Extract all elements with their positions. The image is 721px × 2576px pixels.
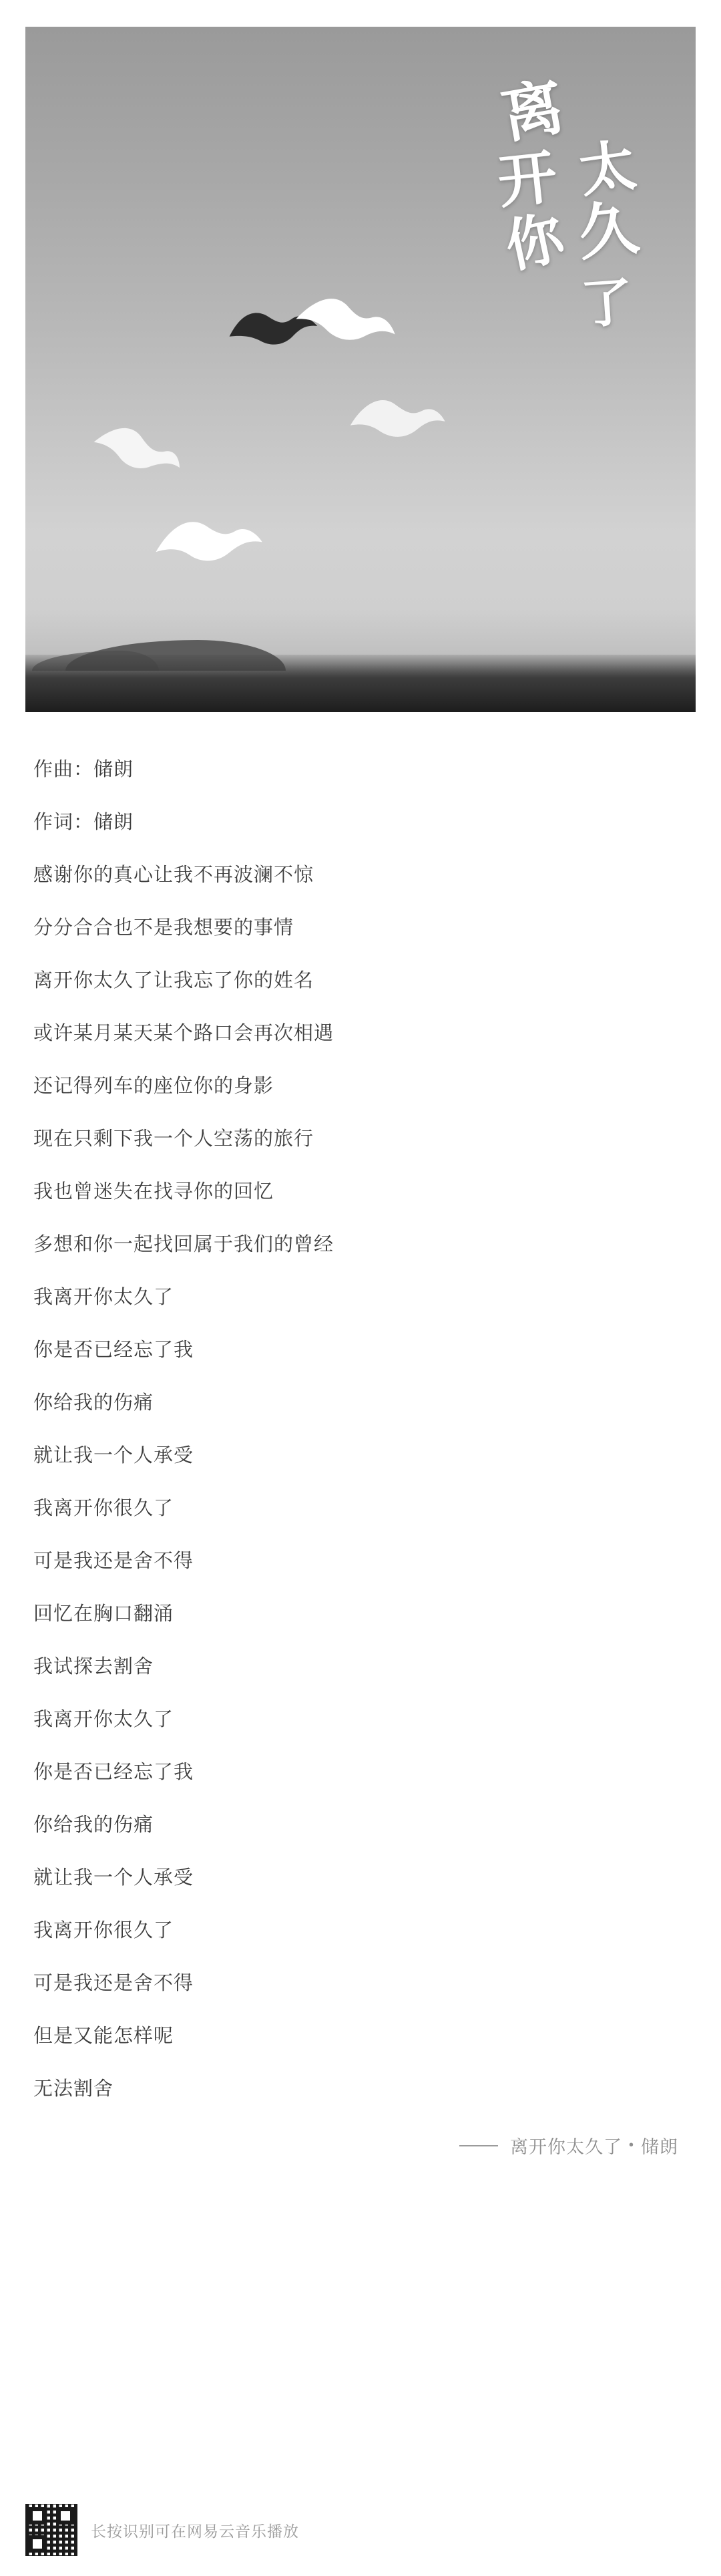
lyric-line: 我离开你太久了 [33,1709,174,1730]
lyric-line: 我离开你很久了 [33,1498,174,1519]
hero-title-char-1: 离 [496,69,569,152]
lyric-line: 回忆在胸口翻涌 [33,1603,174,1625]
signature-song: 离开你太久了 [509,2137,622,2157]
lyric-line: 多想和你一起找回属于我们的曾经 [33,1234,334,1255]
lyric-line: 或许某月某天某个路口会再次相遇 [33,1023,334,1044]
signature-dash [459,2145,498,2146]
hero-title-char-3: 你 [499,203,570,281]
hero-title-char-6: 了 [578,271,636,336]
lyric-line: 就让我一个人承受 [33,1867,194,1889]
lyric-line: 我离开你太久了 [33,1287,174,1308]
lyric-line: 你给我的伤痛 [33,1392,154,1414]
lyric-line: 现在只剩下我一个人空荡的旅行 [33,1128,314,1150]
signature [25,2132,696,2158]
signature-separator: • [628,2138,634,2152]
footer-hint: 长按识别可在网易云音乐播放 [91,2522,299,2540]
bird-icon-2 [344,384,448,450]
lyric-line: 可是我还是舍不得 [33,1551,194,1572]
hero-title-char-5: 久 [573,191,643,270]
article-page [0,27,721,2576]
lyric-line: 就让我一个人承受 [33,1445,194,1466]
lyric-line: 你是否已经忘了我 [33,1339,194,1361]
bird-icon-3 [85,410,190,487]
lyric-line: 感谢你的真心让我不再波澜不惊 [33,864,314,886]
lyric-line: 你是否已经忘了我 [33,1762,194,1783]
footer [25,2504,299,2556]
lyric-line: 还记得列车的座位你的身影 [33,1076,274,1097]
signature-artist: 储朗 [641,2137,678,2157]
credits-block [25,760,696,832]
lyrics-block [25,866,696,2099]
qr-code-icon[interactable] [25,2504,77,2556]
lyric-line: 我离开你很久了 [33,1920,174,1941]
hero-title-char-2: 开 [494,141,561,217]
lyric-line: 可是我还是舍不得 [33,1973,194,1994]
hero-image [25,27,696,712]
lyric-line: 分分合合也不是我想要的事情 [33,917,294,939]
lyric-line: 我试探去割舍 [33,1656,154,1677]
lyric-line: 离开你太久了让我忘了你的姓名 [33,970,314,991]
lyric-line: 但是又能怎样呢 [33,2026,174,2047]
lyric-line: 你给我的伤痛 [33,1814,154,1836]
horizon-ground [25,655,696,712]
lyric-line: 我也曾迷失在找寻你的回忆 [33,1181,274,1202]
lyric-line: 无法割舍 [33,2078,114,2100]
hero-title-char-4: 太 [575,131,640,205]
hero-title [442,69,643,428]
bird-icon-4 [148,502,267,577]
credit-lyricist: 作词：储朗 [33,812,134,833]
credit-composer: 作曲：储朗 [33,759,134,780]
